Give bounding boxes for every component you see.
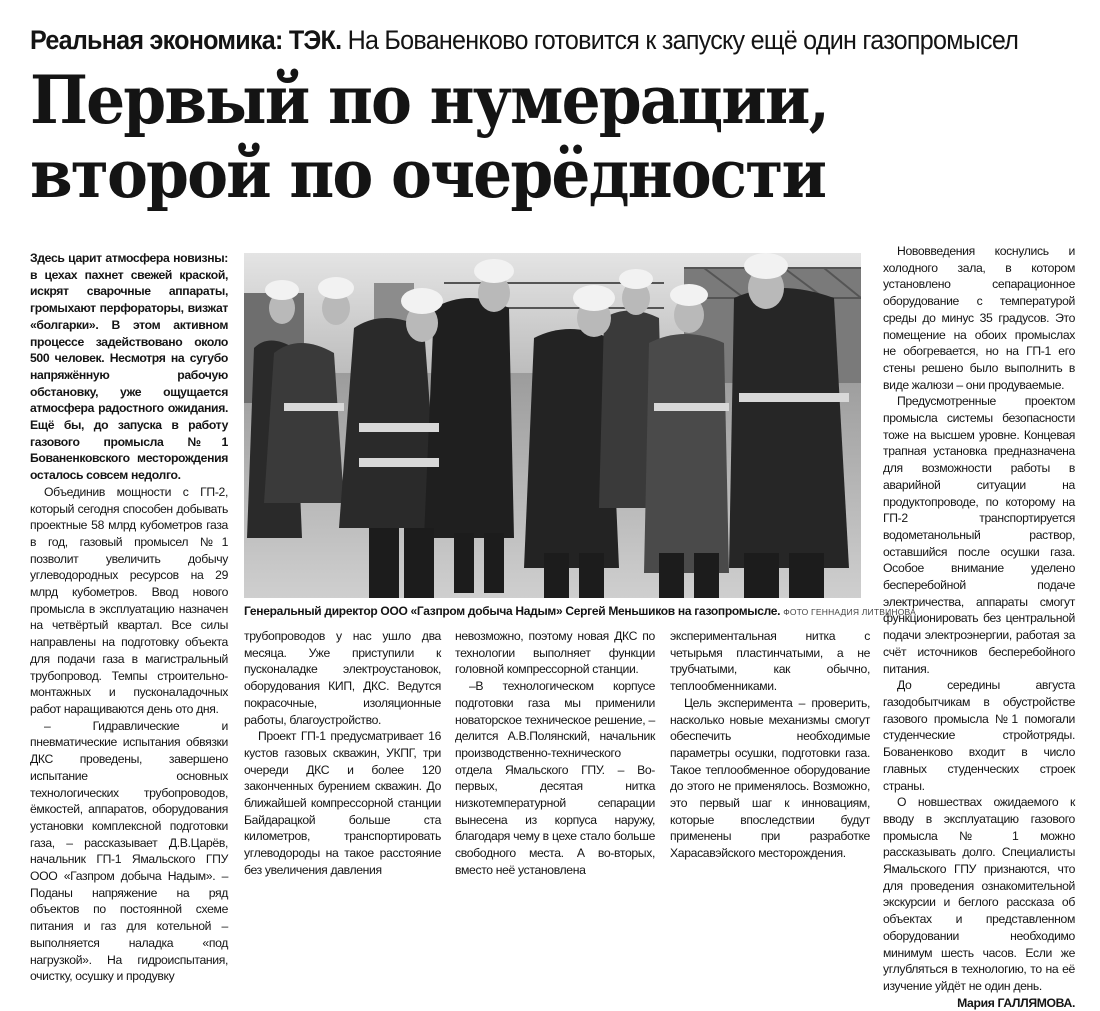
article-paragraph: Цель эксперимента – проверить, насколько новые механизмы смогут обеспечить необходимые параметры осушки, подготовки газа. Такое теплообменное оборудование до этого не применялось. Возможно, это первый шаг к инновациям, которые впоследствии будут применены при разработке Харасавэйского месторождения. xyxy=(670,695,870,861)
photo-caption xyxy=(244,603,916,620)
article-paragraph: Проект ГП-1 предусматривает 16 кустов газовых скважин, УКПГ, три очереди ДКС и более 120 законченных бурением скважин. До ближайшей компрессорной станции Байдарацкой больше ста километров, транспортировать углеводороды на такое расстояние без увеличения давления xyxy=(244,729,441,877)
article-paragraph: – Гидравлические и пневматические испытания обвязки ДКС проведены, завершено испытание основных технологических трубопроводов, ёмкостей, аппаратов, оборудования установки комплексной подготовки газа, – рассказывает Д.В.Царёв, начальник ГП-1 Ямальского ГПУ ООО «Газпром добыча Надым». – Поданы напряжение на ряд объектов по постоянной схеме питания и газ для котельной – выполняется наладка «под нагрузкой». На гидроиспытания, очистку, осушку и продувку xyxy=(30,718,228,984)
article-paragraph: трубопроводов у нас ушло два месяца. Уже приступили к пусконаладке электроустановок, оборудования КИП, ДКС. Ведутся покрасочные, изоляционные работы, благоустройство. xyxy=(244,629,441,727)
article-photo xyxy=(244,253,861,598)
article-paragraph: Нововведения коснулись и холодного зала, в котором установлено сепарационное оборудование с температурой среды до минус 35 градусов. Это помещение на обоих промыслах не обогревается, но на ГП-1 его стены решено было выполнить в виде жалюзи – они продуваемые. xyxy=(883,244,1075,392)
headline-line-2: второй по очерёдности xyxy=(30,135,826,213)
article-column-3 xyxy=(455,628,655,879)
article-lead: Здесь царит атмосфера новизны: в цехах пахнет свежей краской, искрят сварочные аппараты, громыхают перфораторы, визжат «болгарки». В этом активном процессе задействовано около 500 человек. Несмотря на сугубо напряжённую рабочую обстановку, уже ощущается атмосфера радостного ожидания. Ещё бы, до запуска в работу газового промысла №1 Бованенковского месторождения осталось совсем недолго. xyxy=(30,251,228,483)
article-column-2 xyxy=(244,628,441,879)
article-headline xyxy=(30,63,1016,211)
article-paragraph: Объединив мощности с ГП-2, который сегодня способен добывать проектные 58 млрд кубометров газа в год, газовый промысел №1 позволит увеличить добычу углеводородных ресурсов на 29 млрд кубометров. Ввод нового промысла в эксплуатацию назначен на четвёртый квартал. Все силы направлены на подготовку объекта для подачи газа в магистральный трубопровод. Темпы строительно-монтажных и пусконаладочных работ наращиваются день ото дня. xyxy=(30,484,228,716)
author-signature: Мария ГАЛЛЯМОВА. xyxy=(957,995,1075,1010)
photo-credit: ФОТО ГЕННАДИЯ ЛИТВИНОВА xyxy=(783,607,916,617)
headline-line-1: Первый по нумерации, xyxy=(30,61,829,139)
caption-text: Генеральный директор ООО «Газпром добыча Надым» Сергей Меньшиков на газопромысле. xyxy=(244,604,781,618)
article-column-5 xyxy=(883,243,1075,1011)
article-column-4 xyxy=(670,628,870,862)
article-paragraph: –В технологическом корпусе подготовки газа мы применили новаторское техническое решение, – делится А.В.Полянский, начальник производственно-технического отдела Ямальского ГПУ. – Во-первых, десятая нитка низкотемпературной сепарации вынесена из корпуса наружу, благодаря чему в цехе стало больше свободного места. А во-вторых, вместо неё установлена xyxy=(455,679,655,877)
rubric-line xyxy=(30,20,1019,60)
kicker-subtitle: На Бованенково готовится к запуску ещё один газопромысел xyxy=(347,25,1019,55)
article-paragraph: экспериментальная нитка с четырьмя пластинчатыми, а не трубчатыми, как обычно, теплообменниками. xyxy=(670,629,870,694)
article-paragraph: невозможно, поэтому новая ДКС по технологии выполняет функции головной компрессорной станции. xyxy=(455,629,655,677)
article-paragraph: До середины августа газодобытчикам в обустройстве газового промысла №1 помогали студенческие стройотряды. Бованенково входит в число главных студенческих строек страны. xyxy=(883,678,1075,793)
article-paragraph: О новшествах ожидаемого к вводу в эксплуатацию газового промысла № 1 можно рассказывать долго. Специалисты Ямальского ГПУ признаются, что для проведения ознакомительной экскурсии и беглого рассказа об объектах и представленном оборудовании необходимо минимум шесть часов. Если же углубляться в технологию, то на её изучение уйдёт не один день. xyxy=(883,795,1075,993)
article-column-1 xyxy=(30,250,228,985)
rubric-label: Реальная экономика: ТЭК. xyxy=(30,25,342,55)
article-paragraph: Предусмотренные проектом промысла системы безопасности тоже на высшем уровне. Концевая трапная установка предназначена для возможности работы в аварийной ситуации на продуктопроводе, по которому на ГП-2 транспортируется водометанольный раствор, оставшийся после осушки газа. Особое внимание уделено бесперебойной подаче электричества, аппараты смогут функционировать без центральной подачи электроэнергии, работая за счёт источников бесперебойного питания. xyxy=(883,394,1075,676)
